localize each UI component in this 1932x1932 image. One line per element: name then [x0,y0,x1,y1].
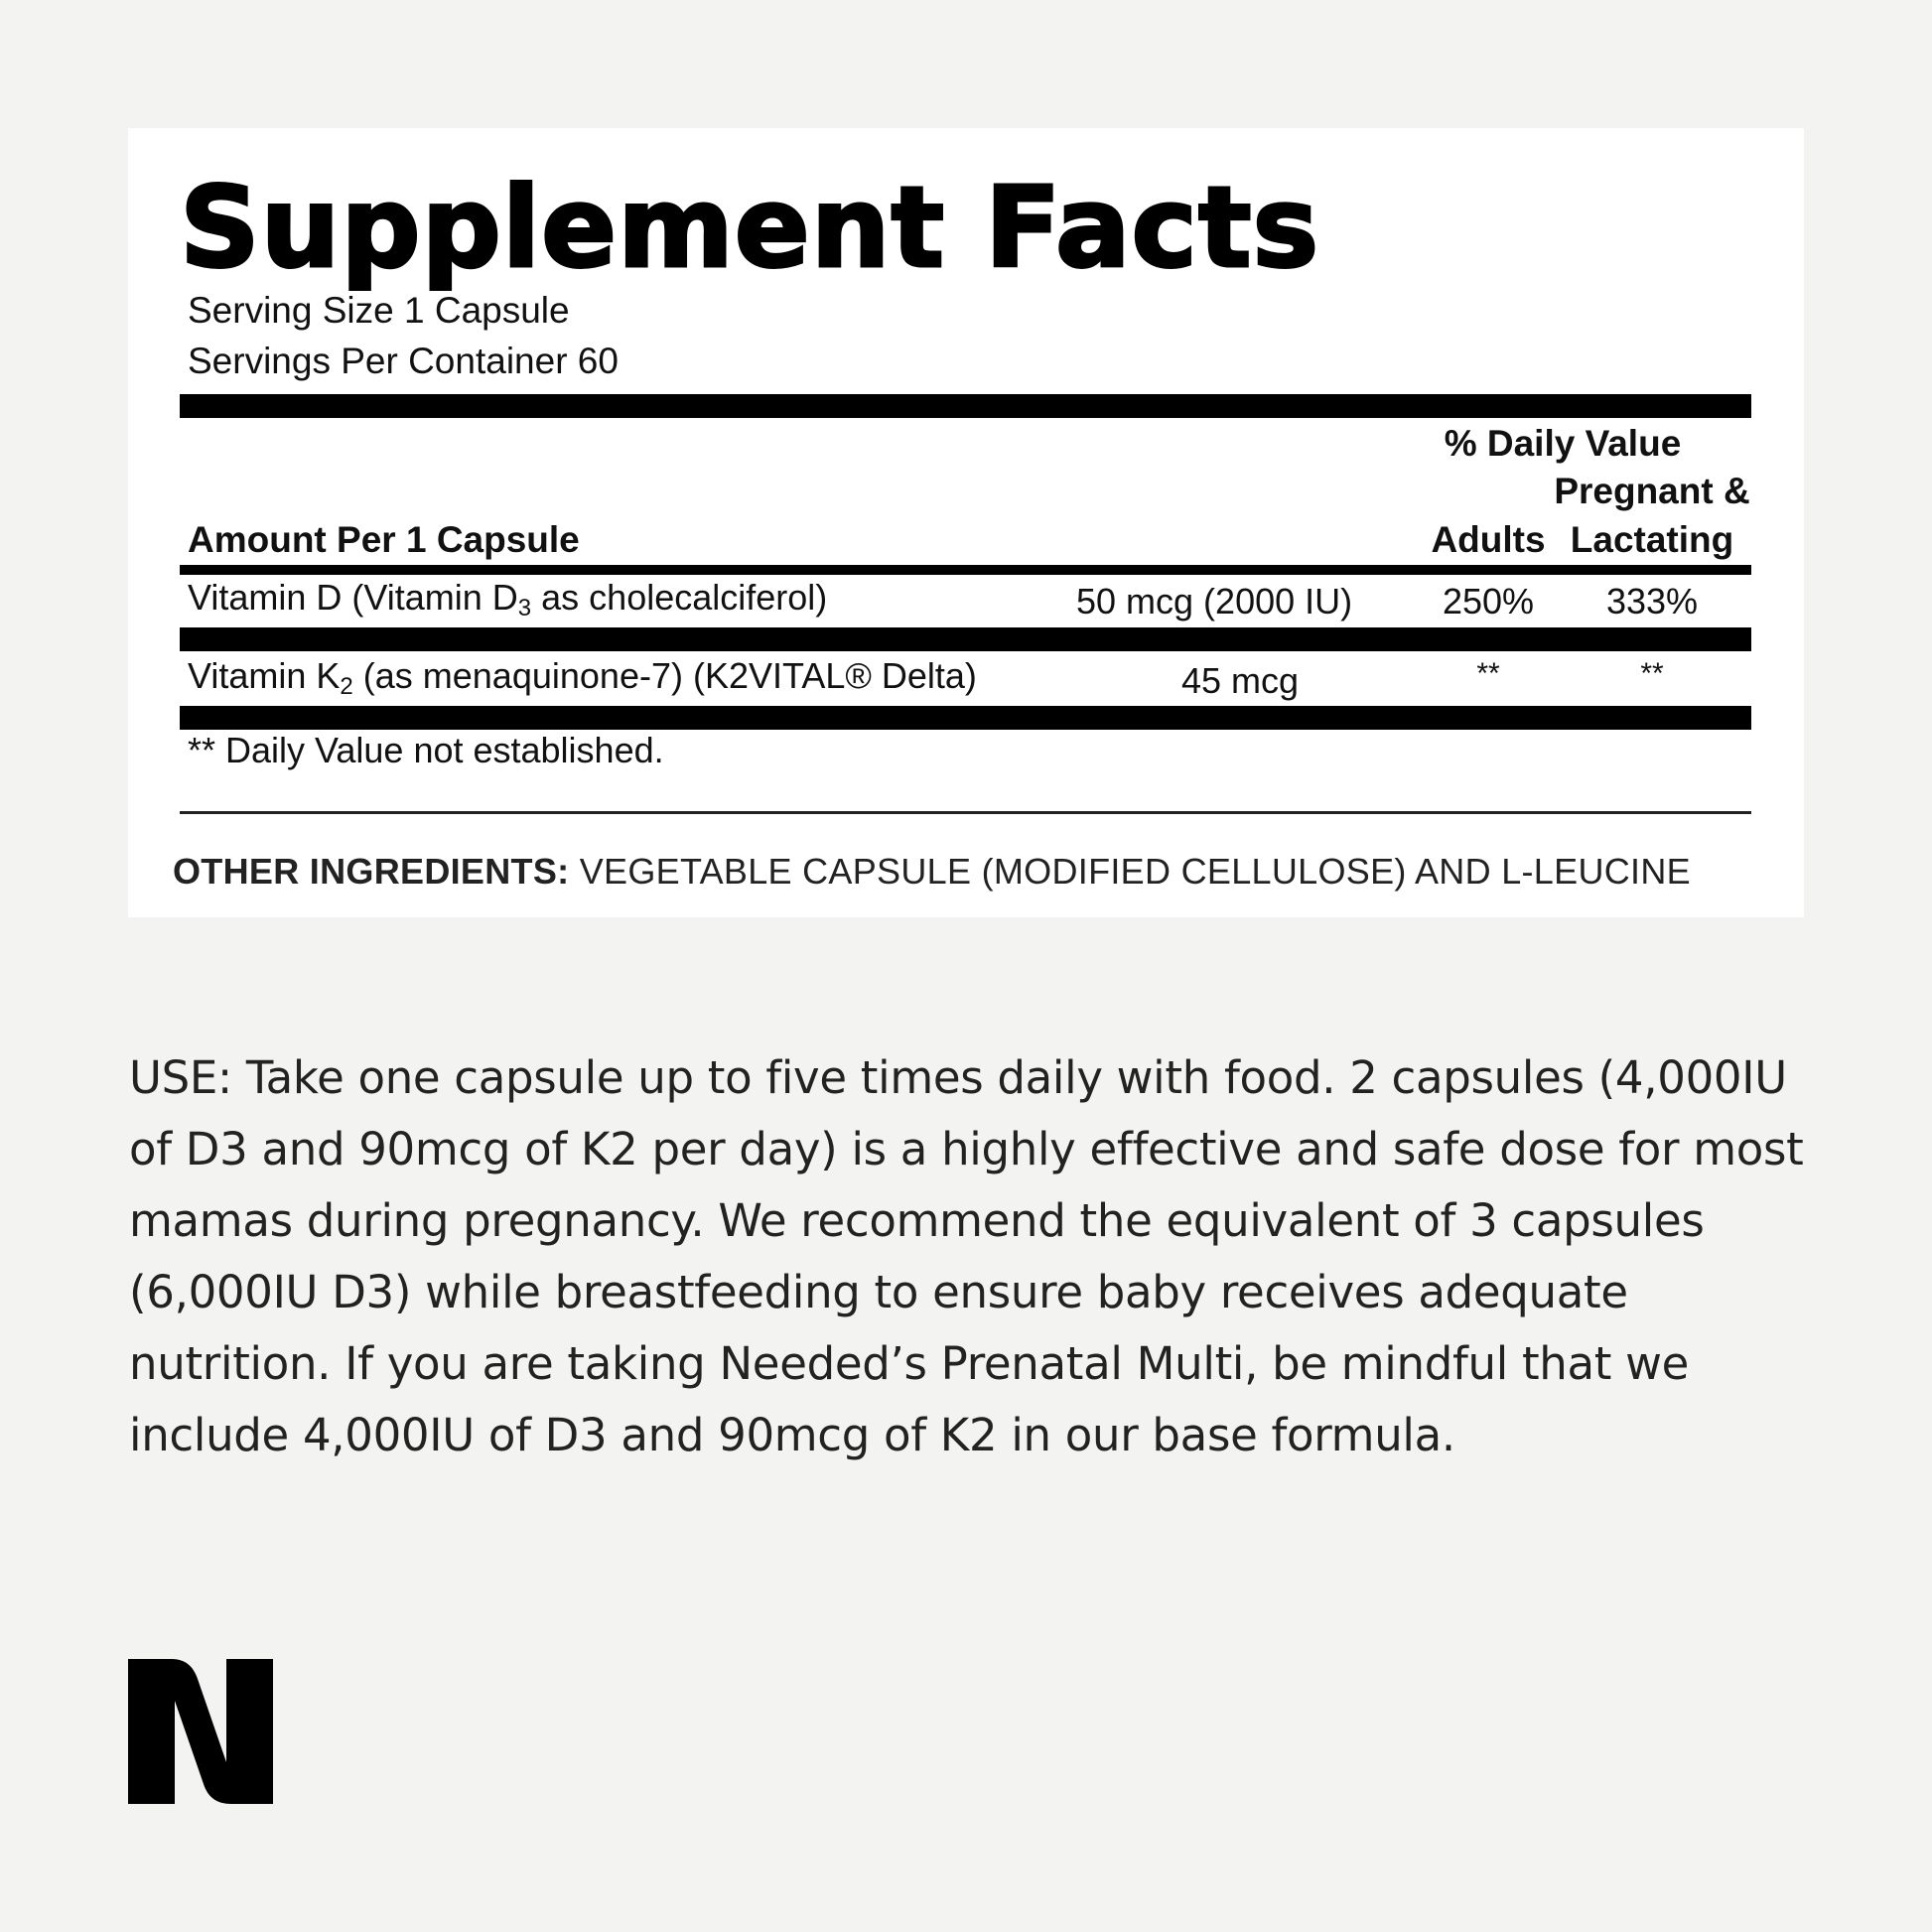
other-ingredients-value: VEGETABLE CAPSULE (MODIFIED CELLULOSE) AND L-LEUCINE [569,851,1691,892]
pregnant-header-line2: Lactating [1570,519,1734,560]
nutrient-amount: 50 mcg (2000 IU) [1076,581,1353,621]
footnote: ** Daily Value not established. [188,730,664,770]
needed-n-logo-icon [128,1659,273,1804]
row-divider [180,706,1751,730]
daily-value-header: % Daily Value [1444,423,1682,464]
thick-divider [180,394,1751,418]
header-divider [180,565,1751,575]
usage-instructions: USE: Take one capsule up to five times daily with food. 2 capsules (4,000IU of D3 and 90mcg of K2 per day) is a highly effective and safe dose for most mamas during pregnancy. We recommend the equivalent of 3 capsules (6,000IU D3) while breastfeeding to ensure baby receives adequate nutrition. If you are taking Needed’s Prenatal Multi, be mindful that we include 4,000IU of D3 and 90mcg of K2 in our base formula. [129,1051,1804,1461]
servings-per-container: Servings Per Container 60 [188,341,619,381]
nutrient-name: Vitamin D (Vitamin $D_3$ as cholecalciferol) [188,577,828,621]
adults-daily-value: 250% [1442,581,1535,621]
adults-daily-value: ** [1476,657,1500,690]
row-divider [180,627,1751,651]
nutrient-name: Vitamin $K_2$ (as menaquinone-7) (K2VITAL® Delta) [188,655,977,700]
serving-size: Serving Size 1 Capsule [188,290,570,331]
supplement-facts-panel [128,128,1804,917]
supplement-facts-title: Supplement Facts [180,164,1320,293]
thin-divider [180,811,1751,814]
nutrient-amount: 45 mcg [1180,660,1300,701]
pregnant-daily-value: ** [1640,657,1664,690]
adults-header: Adults [1431,519,1546,560]
other-ingredients [173,850,1691,894]
pregnant-header-line1: Pregnant & [1554,471,1750,511]
amount-per-header: Amount Per 1 Capsule [188,519,580,560]
other-ingredients-label: OTHER INGREDIENTS: [173,851,570,892]
pregnant-daily-value: 333% [1605,581,1699,621]
